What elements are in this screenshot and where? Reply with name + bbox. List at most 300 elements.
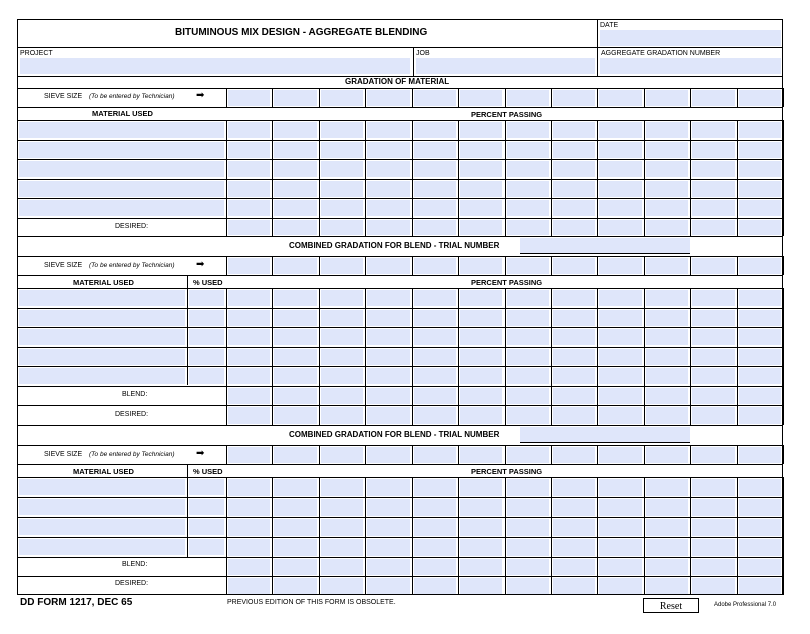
sieve-size-cell[interactable] [367, 447, 409, 463]
percent-passing-cell[interactable] [228, 519, 270, 536]
sieve-size-cell[interactable] [228, 258, 270, 274]
desired-cell[interactable] [460, 578, 502, 594]
pct-used-field[interactable] [189, 539, 224, 555]
divider [551, 256, 552, 275]
percent-passing-cell[interactable] [274, 349, 316, 365]
percent-passing-cell[interactable] [274, 368, 316, 384]
percent-passing-cell[interactable] [460, 200, 502, 216]
percent-passing-cell[interactable] [228, 290, 270, 306]
divider [17, 405, 783, 406]
percent-passing-cell[interactable] [553, 479, 595, 496]
material-used-field[interactable] [19, 310, 185, 326]
percent-passing-cell[interactable] [599, 161, 641, 177]
percent-passing-cell[interactable] [692, 310, 734, 326]
blend-cell[interactable] [739, 559, 781, 575]
percent-passing-cell[interactable] [414, 519, 456, 536]
percent-passing-cell[interactable] [599, 122, 641, 138]
percent-passing-cell[interactable] [367, 142, 409, 158]
percent-passing-cell[interactable] [321, 161, 363, 177]
date-field[interactable] [600, 30, 781, 46]
percent-passing-cell[interactable] [553, 290, 595, 306]
pct-used-field[interactable] [189, 519, 224, 535]
percent-passing-cell[interactable] [646, 368, 688, 384]
desired-cell[interactable] [553, 220, 595, 236]
percent-passing-cell[interactable] [646, 142, 688, 158]
percent-passing-cell[interactable] [228, 349, 270, 365]
percent-passing-cell[interactable] [739, 539, 781, 556]
percent-passing-cell[interactable] [553, 142, 595, 158]
percent-passing-cell[interactable] [274, 122, 316, 138]
desired-cell[interactable] [507, 578, 549, 594]
percent-passing-cell[interactable] [739, 181, 781, 197]
percent-passing-cell[interactable] [460, 479, 502, 496]
desired-cell[interactable] [367, 578, 409, 594]
percent-passing-cell[interactable] [599, 310, 641, 326]
percent-passing-cell[interactable] [646, 519, 688, 536]
percent-passing-cell[interactable] [692, 161, 734, 177]
percent-passing-cell[interactable] [460, 161, 502, 177]
blend-cell[interactable] [646, 559, 688, 575]
material-used-field[interactable] [19, 499, 185, 515]
pct-used-field[interactable] [189, 479, 224, 495]
percent-passing-cell[interactable] [460, 368, 502, 384]
desired-cell[interactable] [414, 578, 456, 594]
percent-passing-cell[interactable] [414, 349, 456, 365]
percent-passing-cell[interactable] [692, 329, 734, 345]
blend-cell[interactable] [646, 388, 688, 405]
percent-passing-cell[interactable] [692, 479, 734, 496]
divider [690, 445, 691, 464]
desired-cell[interactable] [599, 220, 641, 236]
percent-passing-cell[interactable] [414, 200, 456, 216]
percent-passing-cell[interactable] [646, 499, 688, 516]
percent-passing-cell[interactable] [321, 181, 363, 197]
percent-passing-cell[interactable] [460, 539, 502, 556]
section2-trial-number-field[interactable] [520, 238, 690, 254]
percent-passing-cell[interactable] [646, 329, 688, 345]
percent-passing-cell[interactable] [321, 519, 363, 536]
pct-used-field[interactable] [189, 349, 224, 365]
percent-passing-cell[interactable] [507, 519, 549, 536]
percent-passing-cell[interactable] [599, 368, 641, 384]
percent-passing-cell[interactable] [460, 329, 502, 345]
percent-passing-cell[interactable] [507, 122, 549, 138]
sieve-size-cell[interactable] [228, 90, 270, 106]
desired-cell[interactable] [321, 220, 363, 236]
percent-passing-cell[interactable] [414, 122, 456, 138]
blend-cell[interactable] [321, 559, 363, 575]
percent-passing-cell[interactable] [414, 539, 456, 556]
percent-passing-cell[interactable] [414, 142, 456, 158]
blend-cell[interactable] [692, 559, 734, 575]
percent-passing-cell[interactable] [367, 181, 409, 197]
sieve-size-cell[interactable] [507, 90, 549, 106]
percent-passing-cell[interactable] [739, 519, 781, 536]
blend-cell[interactable] [553, 559, 595, 575]
percent-passing-cell[interactable] [553, 329, 595, 345]
sieve-size-cell[interactable] [599, 447, 641, 463]
blend-cell[interactable] [739, 388, 781, 405]
desired-cell[interactable] [274, 220, 316, 236]
percent-passing-cell[interactable] [460, 181, 502, 197]
desired-cell[interactable] [739, 220, 781, 236]
material-used-field[interactable] [19, 329, 185, 345]
desired-cell[interactable] [460, 407, 502, 424]
blend-cell[interactable] [553, 388, 595, 405]
desired-cell[interactable] [321, 407, 363, 424]
sieve-size-cell[interactable] [739, 447, 781, 463]
percent-passing-cell[interactable] [274, 161, 316, 177]
percent-passing-cell[interactable] [507, 181, 549, 197]
percent-passing-cell[interactable] [228, 368, 270, 384]
percent-passing-cell[interactable] [599, 479, 641, 496]
material-used-field[interactable] [19, 349, 185, 365]
desired-cell[interactable] [321, 578, 363, 594]
sieve-size-cell[interactable] [507, 258, 549, 274]
percent-passing-cell[interactable] [274, 539, 316, 556]
percent-passing-cell[interactable] [739, 290, 781, 306]
agg-grad-field[interactable] [600, 58, 781, 74]
percent-passing-cell[interactable] [553, 539, 595, 556]
percent-passing-cell[interactable] [367, 200, 409, 216]
desired-cell[interactable] [646, 578, 688, 594]
material-used-field[interactable] [19, 122, 224, 138]
percent-passing-cell[interactable] [553, 181, 595, 197]
percent-passing-cell[interactable] [274, 200, 316, 216]
percent-passing-cell[interactable] [228, 161, 270, 177]
desired-cell[interactable] [507, 407, 549, 424]
percent-passing-cell[interactable] [321, 290, 363, 306]
percent-passing-cell[interactable] [274, 479, 316, 496]
sieve-size-cell[interactable] [553, 447, 595, 463]
desired-cell[interactable] [692, 407, 734, 424]
material-used-field[interactable] [19, 142, 224, 158]
percent-passing-cell[interactable] [228, 200, 270, 216]
sieve-size-cell[interactable] [414, 447, 456, 463]
sieve-size-cell[interactable] [274, 447, 316, 463]
percent-passing-cell[interactable] [553, 161, 595, 177]
percent-passing-cell[interactable] [739, 161, 781, 177]
desired-cell[interactable] [507, 220, 549, 236]
job-field[interactable] [416, 58, 595, 74]
percent-passing-cell[interactable] [228, 142, 270, 158]
percent-passing-cell[interactable] [507, 142, 549, 158]
sieve-size-cell[interactable] [367, 258, 409, 274]
desired-cell[interactable] [739, 407, 781, 424]
section3-trial-number-field[interactable] [520, 427, 690, 443]
percent-passing-cell[interactable] [321, 539, 363, 556]
sieve-size-cell[interactable] [646, 90, 688, 106]
desired-cell[interactable] [553, 407, 595, 424]
percent-passing-cell[interactable] [460, 310, 502, 326]
percent-passing-cell[interactable] [367, 499, 409, 516]
sieve-size-cell[interactable] [274, 90, 316, 106]
sieve-size-cell[interactable] [460, 258, 502, 274]
percent-passing-cell[interactable] [507, 539, 549, 556]
percent-passing-cell[interactable] [507, 290, 549, 306]
percent-passing-cell[interactable] [367, 479, 409, 496]
percent-passing-cell[interactable] [460, 519, 502, 536]
blend-cell[interactable] [228, 559, 270, 575]
percent-passing-cell[interactable] [414, 310, 456, 326]
sieve-size-cell[interactable] [321, 447, 363, 463]
percent-passing-cell[interactable] [692, 142, 734, 158]
percent-passing-cell[interactable] [507, 161, 549, 177]
percent-passing-cell[interactable] [692, 539, 734, 556]
sieve-size-cell[interactable] [646, 258, 688, 274]
percent-passing-cell[interactable] [553, 368, 595, 384]
percent-passing-cell[interactable] [507, 499, 549, 516]
percent-passing-cell[interactable] [507, 349, 549, 365]
desired-cell[interactable] [228, 220, 270, 236]
material-used-field[interactable] [19, 519, 185, 535]
percent-passing-cell[interactable] [692, 499, 734, 516]
percent-passing-cell[interactable] [692, 181, 734, 197]
divider [412, 477, 413, 595]
percent-passing-cell[interactable] [692, 290, 734, 306]
percent-passing-cell[interactable] [599, 142, 641, 158]
percent-passing-cell[interactable] [414, 329, 456, 345]
material-used-field[interactable] [19, 539, 185, 555]
percent-passing-cell[interactable] [599, 539, 641, 556]
percent-passing-cell[interactable] [228, 310, 270, 326]
sieve-size-cell[interactable] [414, 258, 456, 274]
desired-cell[interactable] [739, 578, 781, 594]
percent-passing-cell[interactable] [321, 499, 363, 516]
percent-passing-cell[interactable] [460, 290, 502, 306]
percent-passing-cell[interactable] [228, 122, 270, 138]
percent-passing-cell[interactable] [414, 181, 456, 197]
pct-used-field[interactable] [189, 329, 224, 345]
percent-passing-cell[interactable] [367, 519, 409, 536]
percent-passing-cell[interactable] [739, 499, 781, 516]
sieve-size-cell[interactable] [692, 447, 734, 463]
percent-passing-cell[interactable] [739, 368, 781, 384]
blend-cell[interactable] [599, 388, 641, 405]
percent-passing-cell[interactable] [599, 349, 641, 365]
percent-passing-cell[interactable] [692, 122, 734, 138]
percent-passing-cell[interactable] [507, 310, 549, 326]
percent-passing-cell[interactable] [599, 519, 641, 536]
divider [783, 477, 784, 595]
percent-passing-cell[interactable] [321, 329, 363, 345]
project-field[interactable] [20, 58, 410, 74]
percent-passing-cell[interactable] [274, 310, 316, 326]
percent-passing-cell[interactable] [646, 181, 688, 197]
desired-cell[interactable] [692, 578, 734, 594]
percent-passing-cell[interactable] [321, 200, 363, 216]
percent-passing-cell[interactable] [228, 329, 270, 345]
percent-passing-cell[interactable] [414, 368, 456, 384]
percent-passing-cell[interactable] [321, 368, 363, 384]
sieve-size-cell[interactable] [321, 258, 363, 274]
desired-cell[interactable] [553, 578, 595, 594]
percent-passing-cell[interactable] [274, 519, 316, 536]
percent-passing-cell[interactable] [228, 479, 270, 496]
percent-passing-cell[interactable] [646, 310, 688, 326]
sieve-size-cell[interactable] [274, 258, 316, 274]
percent-passing-cell[interactable] [367, 290, 409, 306]
sieve-size-cell[interactable] [228, 447, 270, 463]
desired-cell[interactable] [367, 407, 409, 424]
percent-passing-cell[interactable] [553, 519, 595, 536]
percent-passing-cell[interactable] [460, 499, 502, 516]
desired-cell[interactable] [692, 220, 734, 236]
sieve-size-cell[interactable] [553, 90, 595, 106]
percent-passing-cell[interactable] [274, 142, 316, 158]
percent-passing-cell[interactable] [460, 142, 502, 158]
percent-passing-cell[interactable] [321, 479, 363, 496]
percent-passing-cell[interactable] [692, 519, 734, 536]
sieve-size-cell[interactable] [692, 258, 734, 274]
percent-passing-cell[interactable] [646, 349, 688, 365]
blend-cell[interactable] [460, 388, 502, 405]
percent-passing-cell[interactable] [414, 290, 456, 306]
sieve-size-cell[interactable] [739, 90, 781, 106]
percent-passing-cell[interactable] [228, 181, 270, 197]
blend-cell[interactable] [599, 559, 641, 575]
material-used-field[interactable] [19, 200, 224, 216]
sieve-size-cell[interactable] [460, 90, 502, 106]
percent-passing-cell[interactable] [553, 122, 595, 138]
percent-passing-cell[interactable] [228, 539, 270, 556]
blend-cell[interactable] [274, 559, 316, 575]
percent-passing-cell[interactable] [367, 161, 409, 177]
percent-passing-cell[interactable] [692, 368, 734, 384]
percent-passing-cell[interactable] [367, 122, 409, 138]
percent-passing-cell[interactable] [553, 349, 595, 365]
percent-passing-cell[interactable] [321, 349, 363, 365]
percent-passing-cell[interactable] [739, 310, 781, 326]
percent-passing-cell[interactable] [599, 181, 641, 197]
reset-button[interactable]: Reset [643, 598, 699, 613]
sieve-size-cell[interactable] [507, 447, 549, 463]
desired-cell[interactable] [646, 220, 688, 236]
percent-passing-cell[interactable] [646, 479, 688, 496]
sieve-size-cell[interactable] [414, 90, 456, 106]
percent-passing-cell[interactable] [414, 161, 456, 177]
percent-passing-cell[interactable] [646, 539, 688, 556]
desired-cell[interactable] [367, 220, 409, 236]
material-used-field[interactable] [19, 290, 185, 306]
desired-cell[interactable] [599, 578, 641, 594]
percent-passing-cell[interactable] [646, 290, 688, 306]
percent-passing-cell[interactable] [692, 200, 734, 216]
desired-cell[interactable] [599, 407, 641, 424]
desired-cell[interactable] [228, 407, 270, 424]
blend-cell[interactable] [321, 388, 363, 405]
pct-used-field[interactable] [189, 290, 224, 306]
blend-cell[interactable] [692, 388, 734, 405]
percent-passing-cell[interactable] [274, 499, 316, 516]
percent-passing-cell[interactable] [646, 200, 688, 216]
percent-passing-cell[interactable] [321, 310, 363, 326]
sieve-size-cell[interactable] [692, 90, 734, 106]
sieve-size-cell[interactable] [646, 447, 688, 463]
percent-passing-cell[interactable] [367, 368, 409, 384]
percent-passing-cell[interactable] [646, 122, 688, 138]
sieve-size-cell[interactable] [599, 90, 641, 106]
percent-passing-cell[interactable] [739, 479, 781, 496]
desired-cell[interactable] [646, 407, 688, 424]
percent-passing-cell[interactable] [367, 539, 409, 556]
percent-passing-cell[interactable] [228, 499, 270, 516]
percent-passing-cell[interactable] [739, 200, 781, 216]
pct-used-field[interactable] [189, 368, 224, 384]
percent-passing-cell[interactable] [414, 499, 456, 516]
percent-passing-cell[interactable] [599, 499, 641, 516]
percent-passing-cell[interactable] [553, 499, 595, 516]
material-used-field[interactable] [19, 161, 224, 177]
blend-cell[interactable] [228, 388, 270, 405]
blend-cell[interactable] [507, 388, 549, 405]
sieve-size-cell[interactable] [321, 90, 363, 106]
percent-passing-cell[interactable] [274, 181, 316, 197]
desired-cell[interactable] [414, 407, 456, 424]
percent-passing-cell[interactable] [367, 329, 409, 345]
material-used-field[interactable] [19, 479, 185, 495]
desired-cell[interactable] [460, 220, 502, 236]
sieve-size-cell[interactable] [553, 258, 595, 274]
percent-passing-cell[interactable] [599, 290, 641, 306]
sieve-size-cell[interactable] [739, 258, 781, 274]
sieve-size-cell[interactable] [460, 447, 502, 463]
section1-title: GRADATION OF MATERIAL [345, 77, 450, 86]
percent-passing-cell[interactable] [507, 329, 549, 345]
percent-passing-cell[interactable] [599, 329, 641, 345]
percent-passing-cell[interactable] [274, 290, 316, 306]
blend-cell[interactable] [414, 388, 456, 405]
material-used-field[interactable] [19, 181, 224, 197]
percent-passing-cell[interactable] [460, 349, 502, 365]
percent-passing-cell[interactable] [739, 122, 781, 138]
percent-passing-cell[interactable] [692, 349, 734, 365]
percent-passing-cell[interactable] [414, 479, 456, 496]
percent-passing-cell[interactable] [507, 479, 549, 496]
blend-cell[interactable] [507, 559, 549, 575]
pct-used-field[interactable] [189, 499, 224, 515]
percent-passing-cell[interactable] [739, 329, 781, 345]
material-used-field[interactable] [19, 368, 185, 384]
blend-cell[interactable] [414, 559, 456, 575]
percent-passing-cell[interactable] [599, 200, 641, 216]
percent-passing-cell[interactable] [460, 122, 502, 138]
blend-cell[interactable] [460, 559, 502, 575]
blend-cell[interactable] [367, 559, 409, 575]
percent-passing-cell[interactable] [553, 200, 595, 216]
percent-passing-cell[interactable] [367, 349, 409, 365]
percent-passing-cell[interactable] [507, 200, 549, 216]
desired-cell[interactable] [274, 578, 316, 594]
percent-passing-cell[interactable] [507, 368, 549, 384]
blend-cell[interactable] [367, 388, 409, 405]
percent-passing-cell[interactable] [321, 142, 363, 158]
blend-cell[interactable] [274, 388, 316, 405]
desired-cell[interactable] [228, 578, 270, 594]
percent-passing-cell[interactable] [274, 329, 316, 345]
percent-passing-cell[interactable] [367, 310, 409, 326]
percent-passing-cell[interactable] [321, 122, 363, 138]
sieve-size-cell[interactable] [367, 90, 409, 106]
percent-passing-cell[interactable] [646, 161, 688, 177]
percent-passing-cell[interactable] [739, 349, 781, 365]
percent-passing-cell[interactable] [739, 142, 781, 158]
desired-cell[interactable] [414, 220, 456, 236]
sieve-size-cell[interactable] [599, 258, 641, 274]
desired-cell[interactable] [274, 407, 316, 424]
pct-used-field[interactable] [189, 310, 224, 326]
percent-passing-cell[interactable] [553, 310, 595, 326]
